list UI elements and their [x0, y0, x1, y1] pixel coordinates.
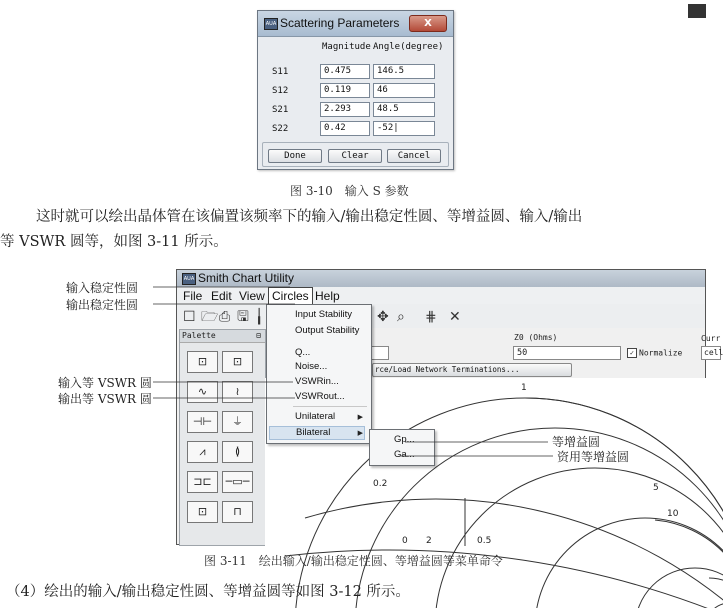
chart-label-2: 2 [426, 536, 432, 546]
normalize-label: Normalize [639, 348, 683, 358]
menu-item-vswrout[interactable]: VSWRout... [295, 391, 345, 402]
chart-label-5: 5 [653, 483, 659, 493]
figure-caption-3-11: 图 3-11 绘出输入/输出稳定性圆、等增益圆等菜单命令 [204, 554, 503, 568]
s11-magnitude-input[interactable]: 0.475 [320, 64, 370, 79]
close-button[interactable]: X [409, 15, 447, 32]
pin-icon[interactable]: ⊟ [256, 331, 261, 340]
save-icon[interactable]: 🖫 [237, 309, 249, 325]
pan-icon[interactable]: ✥ [377, 309, 389, 325]
menu-view[interactable]: View [239, 289, 265, 303]
s21-magnitude-input[interactable]: 2.293 [320, 102, 370, 117]
annotation-available-gain: 资用等增益圆 [557, 450, 630, 464]
menu-file[interactable]: File [183, 289, 203, 303]
cancel-button[interactable]: Cancel [387, 149, 441, 163]
series-inductor-button[interactable]: ∿ [187, 381, 218, 403]
shunt-capacitor-button[interactable]: ⏚ [222, 411, 253, 433]
menu-item-q[interactable]: Q... [295, 347, 311, 358]
s12-label: S12 [272, 86, 289, 96]
zoom-icon[interactable]: ⌕ [397, 309, 405, 325]
s12-angle-input[interactable]: 46 [373, 83, 435, 98]
annotation-output-vswr: 输出等 VSWR 圆 [58, 392, 152, 406]
delete-icon[interactable]: ✕ [449, 309, 461, 325]
annotation-gain-circle: 等增益圆 [552, 435, 601, 449]
menu-item-input-stability[interactable]: Input Stability [295, 309, 353, 320]
dialog-title: Scattering Parameters [280, 16, 400, 30]
z0-label: Z0 (Ohms) [514, 333, 558, 342]
current-label: Curr [701, 334, 721, 343]
annotation-output-stability: 输出稳定性圆 [66, 298, 139, 312]
series-resistor-button[interactable]: ⊡ [187, 351, 218, 373]
shunt-resistor-button[interactable]: ⊡ [222, 351, 253, 373]
series-capacitor-button[interactable]: ⊣⊢ [187, 411, 218, 433]
s22-label: S22 [272, 124, 289, 134]
chart-label-0-2: 0.2 [373, 479, 388, 489]
bilateral-arrow-icon: ▶ [357, 429, 363, 437]
reactance-arc-5 [709, 578, 723, 608]
menu-item-gp[interactable]: Gp... [394, 434, 415, 445]
new-file-icon[interactable]: ☐ [183, 309, 196, 325]
stub-open-button[interactable]: ⊡ [187, 501, 218, 523]
chart-label-0: 0 [402, 536, 408, 546]
magnitude-header: Magnitude [322, 42, 371, 52]
chart-label-1: 1 [521, 383, 527, 393]
menu-item-noise[interactable]: Noise... [295, 361, 328, 372]
stub-short-button[interactable]: ⊓ [222, 501, 253, 523]
open-folder-icon[interactable]: 🗁 [201, 309, 219, 325]
s21-angle-input[interactable]: 48.5 [373, 102, 435, 117]
network-terminations-button[interactable]: rce/Load Network Terminations... [372, 363, 572, 377]
s11-label: S11 [272, 67, 289, 77]
s22-angle-input[interactable]: -52| [373, 121, 435, 136]
print-icon[interactable]: ⎙ [219, 309, 231, 325]
check-icon: ✓ [627, 348, 637, 358]
z0-input[interactable]: 50 [513, 346, 621, 360]
clear-button[interactable]: Clear [328, 149, 382, 163]
s22-magnitude-input[interactable]: 0.42 [320, 121, 370, 136]
transformer-button[interactable]: ⊐⊏ [187, 471, 218, 493]
chart-label-10: 10 [667, 509, 679, 519]
app-icon: AUA [182, 273, 196, 285]
figure-caption-3-10: 图 3-10 输入 S 参数 [290, 184, 409, 198]
paragraph-line-1: 这时就可以绘出晶体管在该偏置该频率下的输入/输出稳定性圆、等增益圆、输入/输出 [36, 209, 583, 225]
unilateral-label: Unilateral [295, 411, 336, 422]
s21-label: S21 [272, 105, 289, 115]
chart-label-0-5: 0.5 [477, 536, 492, 546]
tool-icon[interactable]: ╽ [255, 309, 264, 325]
done-button[interactable]: Done [268, 149, 322, 163]
menu-item-ga[interactable]: Ga... [394, 449, 415, 460]
menu-item-vswrin[interactable]: VSWRin... [295, 376, 339, 387]
annotation-input-stability: 输入稳定性圆 [66, 281, 139, 295]
series-element-button[interactable]: ⩘ [187, 441, 218, 463]
app-icon: AUA [264, 18, 278, 30]
annotation-input-vswr: 输入等 VSWR 圆 [58, 376, 152, 390]
paragraph-line-2: 等 VSWR 圆等，如图 3-11 所示。 [0, 234, 228, 250]
line-element-button[interactable]: ─▭─ [222, 471, 253, 493]
s11-angle-input[interactable]: 146.5 [373, 64, 435, 79]
angle-header: Angle(degree) [373, 42, 444, 52]
shunt-inductor-button[interactable]: ≀ [222, 381, 253, 403]
window-title: Smith Chart Utility [198, 271, 295, 285]
current-input[interactable]: cell [701, 346, 721, 360]
menu-item-output-stability[interactable]: Output Stability [295, 325, 360, 336]
menu-circles[interactable]: Circles [268, 287, 313, 305]
shunt-element-button[interactable]: ≬ [222, 441, 253, 463]
bilateral-label: Bilateral [296, 427, 331, 438]
grid-icon[interactable]: ⋕ [425, 309, 437, 325]
menu-help[interactable]: Help [315, 289, 340, 303]
resistance-circle-5 [705, 603, 723, 608]
menu-edit[interactable]: Edit [211, 289, 232, 303]
s12-magnitude-input[interactable]: 0.119 [320, 83, 370, 98]
unilateral-arrow-icon: ▶ [357, 413, 363, 421]
step-4-text: （4）绘出的输入/输出稳定性圆、等增益圆等如图 3-12 所示。 [6, 584, 410, 600]
palette-title: Palette [182, 331, 216, 340]
